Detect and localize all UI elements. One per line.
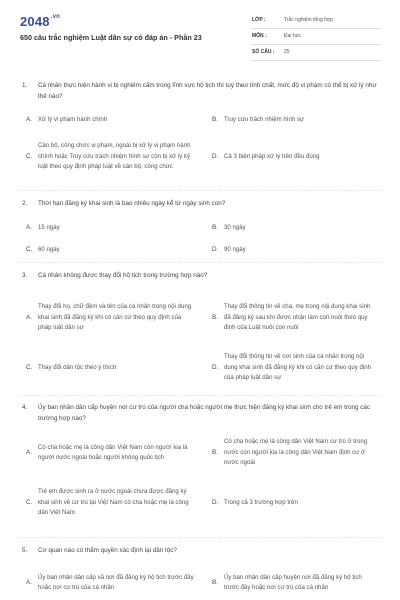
meta-mon-value: Đại học	[284, 33, 301, 39]
option-text: 30 ngày	[224, 223, 246, 231]
option-letter: B.	[212, 115, 218, 123]
option-letter: C.	[26, 363, 33, 371]
option-text: Cả 3 biện pháp xử lý trên đều đúng	[224, 152, 320, 160]
page-header	[0, 0, 400, 62]
option-letter: A.	[26, 115, 32, 123]
divider	[18, 395, 382, 396]
option-d[interactable]	[212, 350, 384, 386]
option-a[interactable]	[26, 434, 206, 472]
question-text	[22, 545, 382, 556]
question-number: 5.	[22, 547, 28, 554]
meta-row-lop	[252, 13, 380, 29]
site-logo[interactable]	[20, 14, 60, 29]
option-text: Thay đổi họ, chữ đệm và tên của cá nhân trong nội dung khai sinh đã đăng ký khi có căn cứ theo quy định của pháp luật dân sự	[38, 303, 192, 332]
logo-tld: .vn	[50, 14, 61, 20]
meta-mon-label: MÔN :	[252, 33, 267, 39]
option-a[interactable]	[26, 569, 206, 597]
divider	[18, 537, 382, 538]
option-text: Có cha hoặc mẹ là công dân Việt Nam cư trú ở trong nước còn người kia là công dân Việt Nam định cư ở nước ngoài	[224, 438, 368, 467]
meta-row-socau	[252, 45, 380, 61]
option-letter: B.	[212, 313, 218, 321]
option-c[interactable]	[26, 244, 186, 256]
divider	[18, 262, 382, 263]
option-letter: A.	[26, 313, 32, 321]
option-text: Có cha hoặc mẹ là công dân Việt Nam còn người kia là người nước ngoài hoặc người không quốc tịch	[38, 443, 188, 461]
option-a[interactable]	[26, 222, 186, 234]
option-c[interactable]	[26, 478, 206, 528]
question-text	[22, 80, 382, 102]
option-letter: B.	[212, 223, 218, 231]
question-number: 1.	[22, 82, 28, 89]
option-letter: A.	[26, 448, 32, 456]
option-a[interactable]	[26, 294, 206, 342]
option-letter: B.	[212, 578, 218, 586]
meta-socau-value: 25	[284, 49, 290, 55]
meta-lop-label: LỚP :	[252, 17, 266, 23]
question-number: 3.	[22, 272, 28, 279]
option-b[interactable]	[212, 222, 382, 234]
option-text: Truy cứu trách nhiệm hình sự	[224, 115, 305, 123]
option-text: Thay đổi thông tin về nơi sinh của cá nhân trong nội dung khai sinh đã đăng ký khi có căn cứ theo quy định của pháp luật dân sự	[224, 353, 372, 382]
option-text: 15 ngày	[38, 223, 60, 231]
question-body: Cá nhân thực hiện hành vi bị nghiêm cấm trong lĩnh vực hộ tịch thì tuỳ theo tính chất, mức độ vi phạm có thể bị xử lý như thế nào?	[38, 82, 377, 100]
question-text	[22, 270, 382, 281]
option-c[interactable]	[26, 135, 206, 179]
question-number: 2.	[22, 200, 28, 207]
option-b[interactable]	[212, 294, 384, 342]
option-text: Trẻ em được sinh ra ở nước ngoài chưa được đăng ký khai sinh về cư trú tại Việt Nam có cha hoặc mẹ là công dân Việt Nam	[38, 488, 189, 517]
meta-box	[252, 13, 380, 61]
question-number: 4.	[22, 404, 28, 411]
option-text: Thay đổi thông tin về cha, mẹ trong nội dung khai sinh đã đăng ký sau khi được nhận làm con nuôi theo quy định của Luật nuôi con nuôi	[224, 303, 371, 332]
option-text: Xử lý vi phạm hành chính	[38, 115, 108, 123]
meta-lop-value: Trắc nghiệm tổng hợp	[284, 17, 333, 23]
option-text: 90 ngày	[224, 245, 246, 253]
logo-text: 2048	[20, 14, 50, 29]
question-body: Ủy ban nhân dân cấp huyện nơi cư trú của người cha hoặc người mẹ thực hiện đăng ký khai sinh cho trẻ em trong các trường hợp nào?	[38, 404, 371, 422]
option-text: Trong cả 3 trường hợp trên	[224, 498, 298, 506]
option-b[interactable]	[212, 434, 384, 472]
divider	[18, 190, 382, 191]
option-letter: D.	[212, 498, 219, 506]
question-body: Thời hạn đăng ký khai sinh là bao nhiêu ngày kể từ ngày sinh con?	[38, 200, 226, 207]
option-text: Ủy ban nhân dân cấp xã nơi đã đăng ký hộ tịch trước đây hoặc nơi cư trú của cá nhân	[38, 573, 194, 591]
option-letter: A.	[26, 223, 32, 231]
meta-socau-label: SỐ CÂU :	[252, 49, 275, 55]
option-text: 60 ngày	[38, 245, 60, 253]
option-letter: B.	[212, 448, 218, 456]
option-letter: C.	[26, 245, 33, 253]
option-b[interactable]	[212, 114, 382, 126]
option-letter: A.	[26, 578, 32, 586]
meta-row-mon	[252, 29, 380, 45]
option-d[interactable]	[212, 244, 382, 256]
question-text	[22, 198, 382, 209]
option-d[interactable]	[212, 478, 384, 528]
option-letter: D.	[212, 245, 219, 253]
option-b[interactable]	[212, 569, 384, 597]
question-body: Cơ quan nào có thẩm quyền xác định lại dân tộc?	[38, 547, 177, 554]
question-body: Cá nhân không được thay đổi hộ tịch trong trường hợp nào?	[38, 272, 208, 279]
option-letter: D.	[212, 152, 219, 160]
option-letter: C.	[26, 498, 33, 506]
page-title: 650 câu trắc nghiệm Luật dân sự có đáp án - Phần 23	[20, 33, 202, 42]
question-text	[22, 402, 382, 424]
option-text: Thay đổi dân tộc theo ý thích	[38, 363, 117, 371]
option-text: Ủy ban nhân dân cấp huyện nơi đã đăng ký hộ tịch trước đây hoặc nơi cư trú của cá nhân	[224, 573, 362, 591]
option-letter: D.	[212, 363, 219, 371]
option-text: Cán bộ, công chức vi phạm, ngoài bị xử lý vi phạm hành chính hoặc Truy cứu trách nhiệm hình sự còn bị xử lý kỷ luật theo quy định pháp luật về cán bộ, công chức	[38, 142, 191, 171]
option-c[interactable]	[26, 350, 206, 386]
option-letter: C.	[26, 152, 33, 160]
option-d[interactable]	[212, 135, 382, 179]
option-a[interactable]	[26, 114, 186, 126]
